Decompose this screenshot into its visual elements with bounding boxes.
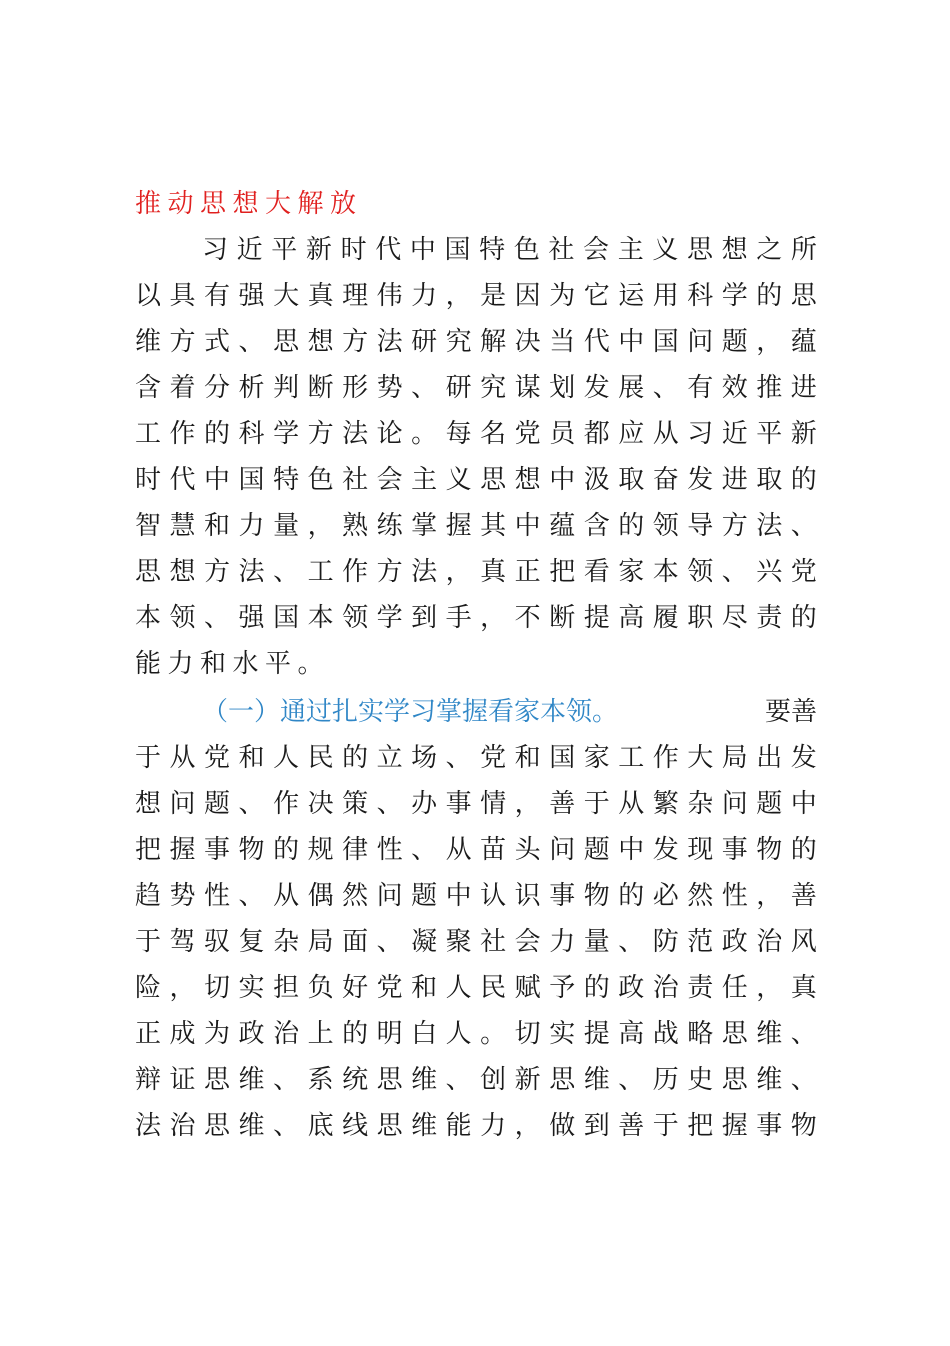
paragraph-line: 时 代 中 国 特 色 社 会 主 义 思 想 中 汲 取 奋 发 进 取 的 [135, 465, 817, 495]
section-heading: 推动思想大解放 [135, 189, 363, 219]
paragraph-line: 本 领 、 强 国 本 领 学 到 手 ， 不 断 提 高 履 职 尽 责 的 [135, 603, 817, 633]
paragraph-line: 工 作 的 科 学 方 法 论 。 每 名 党 员 都 应 从 习 近 平 新 [135, 419, 817, 449]
paragraph-line: 法 治 思 维 、 底 线 思 维 能 力 ， 做 到 善 于 把 握 事 物 [135, 1111, 817, 1141]
paragraph-line: 维 方 式 、 思 想 方 法 研 究 解 决 当 代 中 国 问 题 ， 蕴 [135, 327, 817, 357]
paragraph-line: 趋 势 性 、 从 偶 然 问 题 中 认 识 事 物 的 必 然 性 ， 善 [135, 881, 817, 911]
paragraph-line: 以 具 有 强 大 真 理 伟 力 ， 是 因 为 它 运 用 科 学 的 思 [135, 281, 817, 311]
subsection-title: （一）通过扎实学习掌握看家本领。 [202, 697, 619, 727]
paragraph-line: 含 着 分 析 判 断 形 势 、 研 究 谋 划 发 展 、 有 效 推 进 [135, 373, 817, 403]
subsection-title-continuation: 要善 [764, 697, 817, 727]
paragraph-line: 想 问 题 、 作 决 策 、 办 事 情 ， 善 于 从 繁 杂 问 题 中 [135, 789, 817, 819]
paragraph-line: 把 握 事 物 的 规 律 性 、 从 苗 头 问 题 中 发 现 事 物 的 [135, 835, 817, 865]
paragraph-line: 正 成 为 政 治 上 的 明 白 人 。 切 实 提 高 战 略 思 维 、 [135, 1019, 817, 1049]
paragraph-line: 思 想 方 法 、 工 作 方 法 ， 真 正 把 看 家 本 领 、 兴 党 [135, 557, 817, 587]
paragraph-line: 能力和水平。 [135, 649, 331, 679]
paragraph-line: 于 驾 驭 复 杂 局 面 、 凝 聚 社 会 力 量 、 防 范 政 治 风 [135, 927, 817, 957]
paragraph-line: 辩 证 思 维 、 系 统 思 维 、 创 新 思 维 、 历 史 思 维 、 [135, 1065, 817, 1095]
paragraph-line: 于 从 党 和 人 民 的 立 场 、 党 和 国 家 工 作 大 局 出 发 [135, 743, 817, 773]
paragraph-line: 险 ， 切 实 担 负 好 党 和 人 民 赋 予 的 政 治 责 任 ， 真 [135, 973, 817, 1003]
paragraph-line: 智 慧 和 力 量 ， 熟 练 掌 握 其 中 蕴 含 的 领 导 方 法 、 [135, 511, 817, 541]
subsection-line [202, 692, 817, 732]
paragraph-line: 习 近 平 新 时 代 中 国 特 色 社 会 主 义 思 想 之 所 [202, 235, 817, 265]
